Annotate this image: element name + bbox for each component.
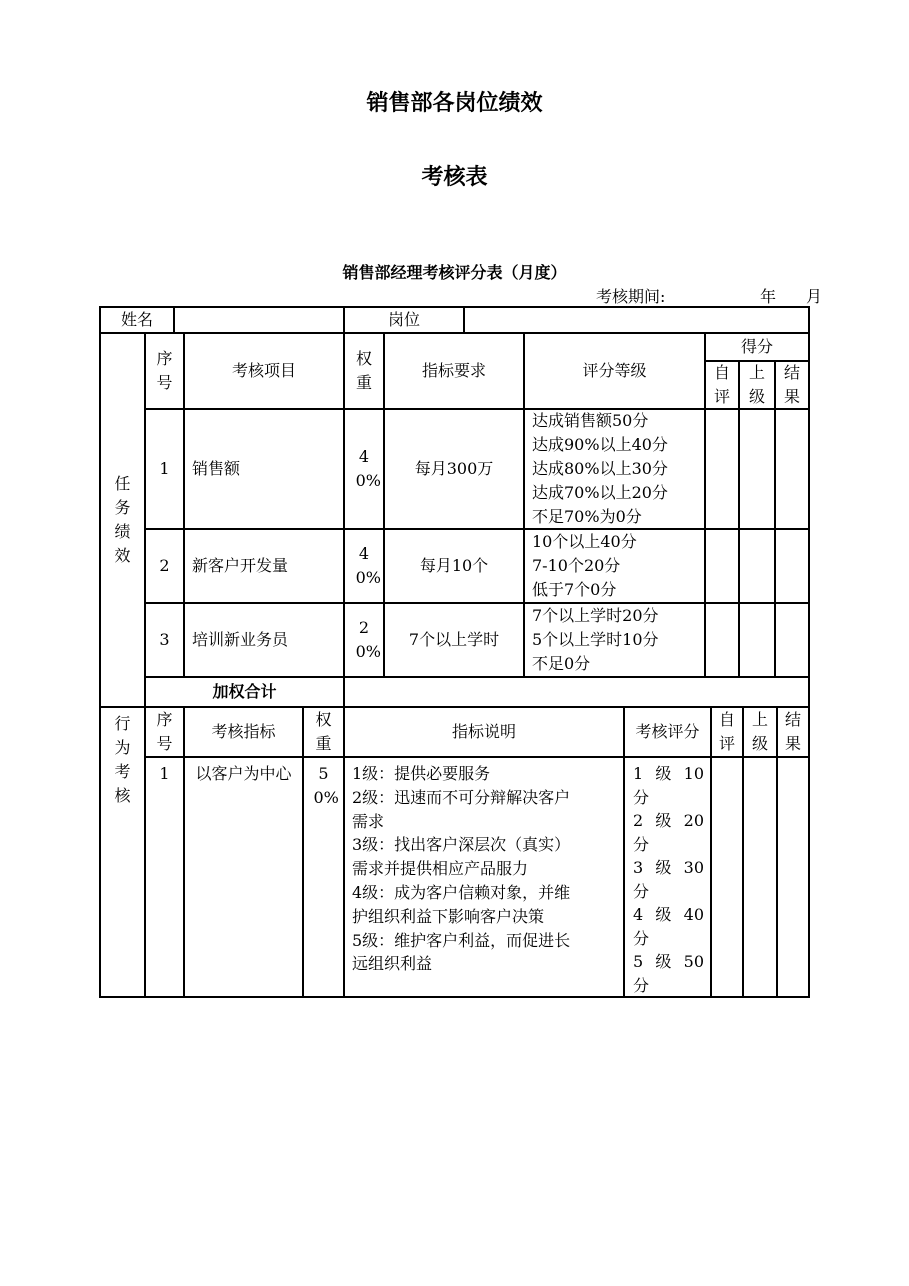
weighted-total-value[interactable] (345, 678, 810, 708)
task-row-2-requirement: 每月10个 (385, 530, 525, 604)
position-label: 岗位 (345, 308, 465, 334)
task-row-2-grade-text: 10个以上40分 7-10个20分 低于7个0分 (532, 532, 637, 599)
document-title-line2: 考核表 (421, 165, 488, 190)
task-col-result (776, 362, 810, 410)
behavior-row-1-weight (304, 758, 345, 998)
task-row-3-grade (525, 604, 706, 678)
score-level-3 (633, 856, 704, 880)
task-row-2-weight (345, 530, 385, 604)
task-row-2-weight-text: 40% (355, 544, 381, 587)
task-row-1-supervisor[interactable] (740, 410, 776, 530)
score-level-unit: 分 (633, 928, 650, 948)
task-row-1-self[interactable] (706, 410, 740, 530)
score-level-word: 级 (655, 764, 672, 783)
form-subtitle: 销售部经理考核评分表（月度） (342, 263, 567, 282)
task-row-1-weight-text: 40% (355, 447, 381, 490)
behavior-col-score (625, 708, 712, 758)
score-level-4 (633, 903, 704, 927)
task-col-no (146, 334, 185, 410)
task-row-1-no: 1 (146, 410, 185, 530)
task-col-no-text: 序号 (156, 349, 173, 392)
task-col-supervisor (740, 362, 776, 410)
task-row-2-self[interactable] (706, 530, 740, 604)
task-row-2-item: 新客户开发量 (185, 530, 345, 604)
behavior-row-1-description-text: 1级：提供必要服务 2级：迅速而不可分辩解决客户 需求 3级：找出客户深层次（真实） 需求并提供相应产品服力 4级：成为客户信赖对象，并维 护组织利益下影响客户决策 5级：维护客户利益，而促进长 远组织利益 (352, 764, 571, 974)
task-col-grade: 评分等级 (525, 334, 706, 410)
behavior-section-text: 行为考核 (114, 714, 131, 805)
behavior-col-weight (304, 708, 345, 758)
behavior-section-label (101, 708, 146, 998)
score-level-number: 4 (633, 905, 644, 924)
behavior-col-result (778, 708, 810, 758)
score-level-unit: 分 (633, 975, 650, 995)
score-level-number: 2 (633, 811, 644, 830)
score-level-unit: 分 (633, 881, 650, 901)
behavior-row-1-score (625, 758, 712, 998)
task-row-2-no: 2 (146, 530, 185, 604)
score-level-unit: 分 (633, 834, 650, 854)
task-row-3-result[interactable] (776, 604, 810, 678)
year-label: 年 (760, 287, 777, 306)
behavior-row-1-no: 1 (146, 758, 185, 998)
score-level-5 (633, 950, 704, 974)
behavior-row-1-supervisor[interactable] (744, 758, 778, 998)
behavior-row-1-indicator (185, 758, 304, 998)
score-level-number: 3 (633, 858, 644, 877)
task-row-3-no: 3 (146, 604, 185, 678)
task-row-1-result[interactable] (776, 410, 810, 530)
score-level-points: 30 (683, 858, 704, 877)
behavior-col-weight-text: 权重 (315, 710, 332, 753)
behavior-col-supervisor (744, 708, 778, 758)
task-col-item: 考核项目 (185, 334, 345, 410)
task-col-self-text: 自评 (713, 363, 730, 406)
assessment-period (596, 284, 823, 307)
task-row-3-self[interactable] (706, 604, 740, 678)
task-row-1-grade-text: 达成销售额50分 达成90%以上40分 达成80%以上30分 达成70%以上20分 不足70%为0分 (532, 411, 668, 526)
task-row-3-item: 培训新业务员 (185, 604, 345, 678)
name-label: 姓名 (101, 308, 175, 334)
name-value-cell[interactable] (175, 308, 345, 334)
score-level-unit: 分 (633, 787, 650, 807)
task-row-3-weight-text: 20% (355, 618, 381, 661)
behavior-col-no-text: 序号 (156, 710, 173, 753)
position-value-cell[interactable] (465, 308, 810, 334)
behavior-col-no (146, 708, 185, 758)
behavior-col-self (712, 708, 744, 758)
behavior-col-result-text: 结果 (784, 710, 801, 753)
task-col-weight (345, 334, 385, 410)
behavior-row-1-result[interactable] (778, 758, 810, 998)
month-label: 月 (806, 287, 823, 306)
task-row-2-grade (525, 530, 706, 604)
document-title: 销售部各岗位绩效 (366, 91, 543, 116)
task-section-text: 任务绩效 (114, 474, 131, 565)
task-row-3-grade-text: 7个以上学时20分 5个以上学时10分 不足0分 (532, 606, 659, 673)
evaluation-form-table (99, 306, 810, 998)
behavior-row-1-self[interactable] (712, 758, 744, 998)
behavior-col-description: 指标说明 (345, 708, 625, 758)
task-row-1-weight (345, 410, 385, 530)
task-col-result-text: 结果 (783, 363, 800, 406)
behavior-row-1-weight-text: 50% (313, 764, 339, 807)
task-col-weight-text: 权重 (355, 349, 372, 392)
task-col-score: 得分 (706, 334, 810, 362)
task-row-2-supervisor[interactable] (740, 530, 776, 604)
behavior-col-self-text: 自评 (718, 710, 735, 753)
behavior-col-indicator: 考核指标 (185, 708, 304, 758)
task-section-label (101, 334, 146, 708)
task-row-3-supervisor[interactable] (740, 604, 776, 678)
behavior-row-1-indicator-text: 以客户为中心 (195, 764, 292, 783)
score-level-number: 1 (633, 764, 644, 783)
behavior-row-1-description (345, 758, 625, 998)
weighted-total-label: 加权合计 (146, 678, 345, 708)
task-row-3-weight (345, 604, 385, 678)
score-level-word: 级 (655, 811, 672, 830)
task-row-1-item: 销售额 (185, 410, 345, 530)
task-row-1-grade (525, 410, 706, 530)
score-level-1 (633, 762, 704, 786)
score-level-points: 50 (683, 952, 704, 971)
task-col-supervisor-text: 上级 (748, 363, 765, 406)
score-level-points: 40 (683, 905, 704, 924)
score-level-word: 级 (655, 858, 672, 877)
period-label: 考核期间: (596, 287, 666, 306)
task-row-2-result[interactable] (776, 530, 810, 604)
score-level-points: 10 (683, 764, 704, 783)
score-level-number: 5 (633, 952, 644, 971)
task-row-3-requirement: 7个以上学时 (385, 604, 525, 678)
score-level-word: 级 (655, 905, 672, 924)
task-col-requirement: 指标要求 (385, 334, 525, 410)
behavior-col-score-text: 考核评分 (635, 722, 700, 741)
score-level-word: 级 (655, 952, 672, 971)
behavior-col-supervisor-text: 上级 (751, 710, 768, 753)
behavior-score-levels (625, 762, 710, 997)
score-level-points: 20 (683, 811, 704, 830)
task-row-1-requirement: 每月300万 (385, 410, 525, 530)
score-level-2 (633, 809, 704, 833)
task-col-self (706, 362, 740, 410)
